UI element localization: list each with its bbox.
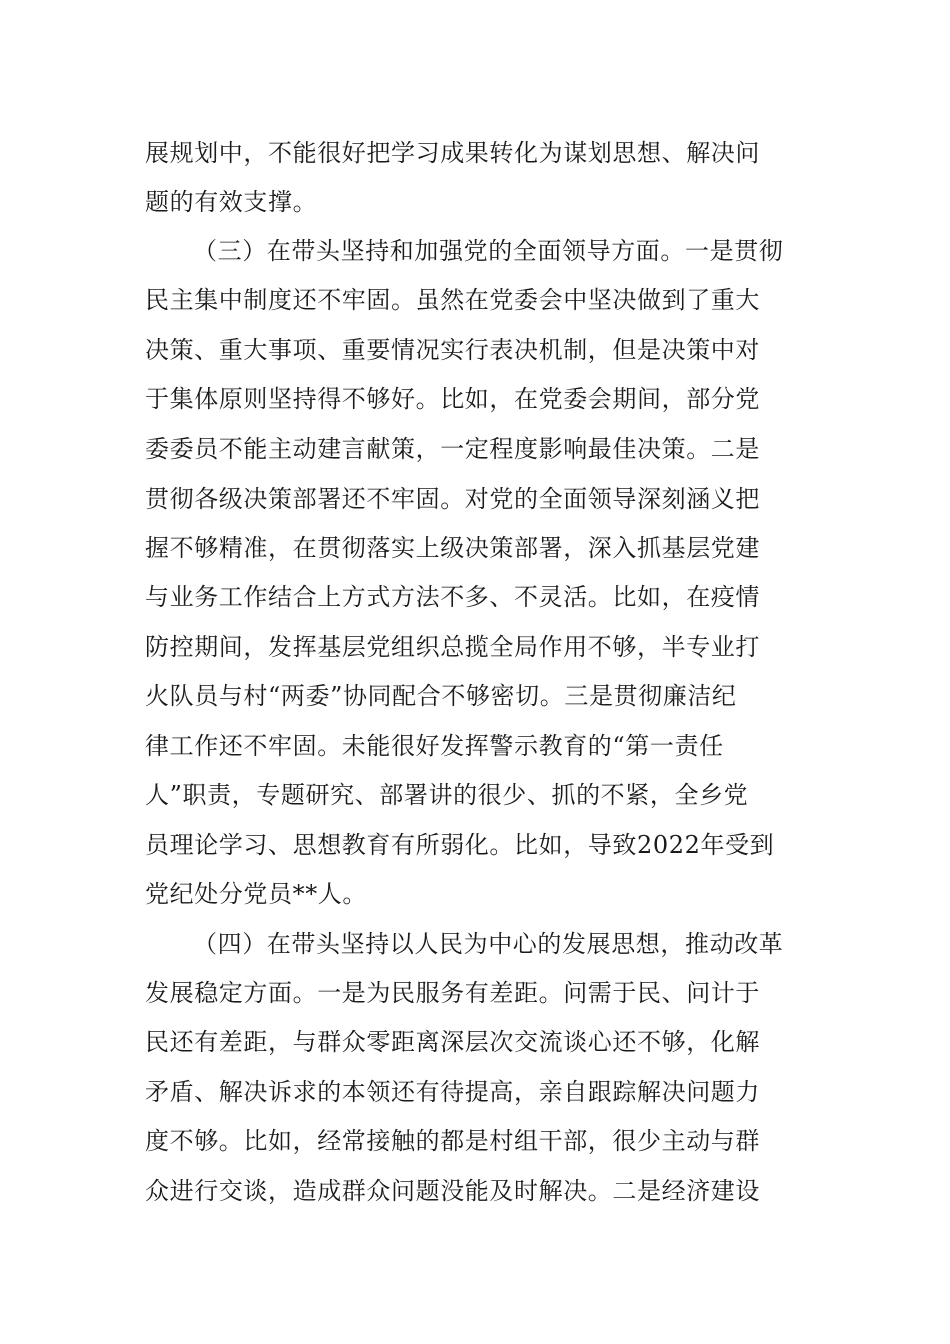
text-line: 民还有差距，与群众零距离深层次交流谈心还不够，化解	[145, 1028, 760, 1056]
section-heading-line: （四）在带头坚持以人民为中心的发展思想，推动改革	[193, 930, 784, 958]
text-line: 防控期间，发挥基层党组织总揽全局作用不够，半专业打	[145, 633, 760, 661]
text-line: 题的有效支撑。	[145, 188, 318, 216]
section-heading-line: （三）在带头坚持和加强党的全面领导方面。一是贯彻	[193, 237, 784, 265]
text-line: 委委员不能主动建言献策，一定程度影响最佳决策。二是	[145, 435, 760, 463]
text-line: 民主集中制度还不牢固。虽然在党委会中坚决做到了重大	[145, 286, 760, 314]
text-line: 党纪处分党员**人。	[145, 880, 367, 908]
text-line: 员理论学习、思想教育有所弱化。比如，导致2022年受到	[145, 831, 775, 859]
text-line: 矛盾、解决诉求的本领还有待提高，亲自跟踪解决问题力	[145, 1078, 760, 1106]
text-line: 火队员与村“两委”协同配合不够密切。三是贯彻廉洁纪	[145, 682, 737, 710]
text-line: 决策、重大事项、重要情况实行表决机制，但是决策中对	[145, 336, 760, 364]
text-line: 展规划中，不能很好把学习成果转化为谋划思想、解决问	[145, 139, 760, 167]
text-line: 发展稳定方面。一是为民服务有差距。问需于民、问计于	[145, 979, 760, 1007]
text-line: 贯彻各级决策部署还不牢固。对党的全面领导深刻涵义把	[145, 485, 760, 513]
text-line: 握不够精准，在贯彻落实上级决策部署，深入抓基层党建	[145, 534, 760, 562]
text-line: 人”职责，专题研究、部署讲的很少、抓的不紧，全乡党	[145, 781, 749, 809]
text-line: 于集体原则坚持得不够好。比如，在党委会期间，部分党	[145, 385, 760, 413]
text-line: 律工作还不牢固。未能很好发挥警示教育的“第一责任	[145, 732, 724, 760]
text-line: 与业务工作结合上方式方法不多、不灵活。比如，在疫情	[145, 583, 760, 611]
text-line: 度不够。比如，经常接触的都是村组干部，很少主动与群	[145, 1127, 760, 1155]
text-line: 众进行交谈，造成群众问题没能及时解决。二是经济建设	[145, 1177, 760, 1205]
